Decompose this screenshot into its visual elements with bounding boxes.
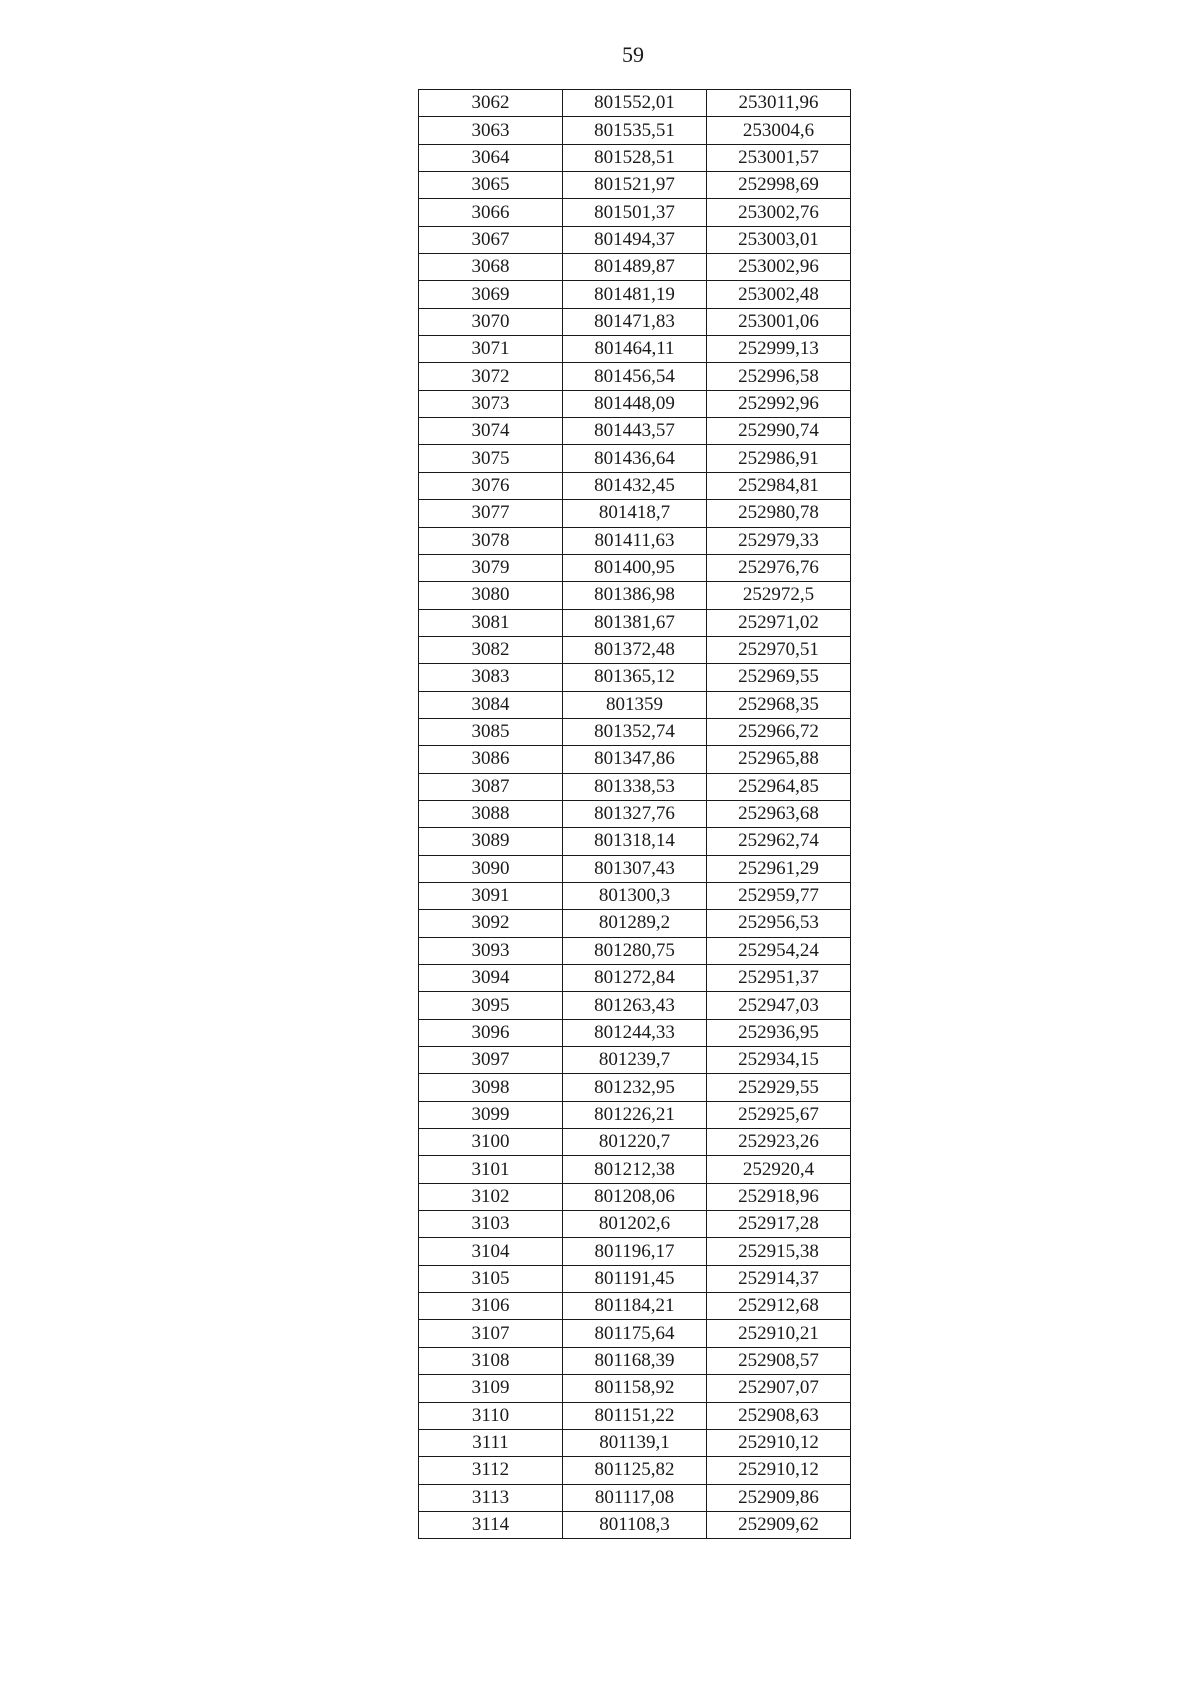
y-coordinate-cell: 252910,21 xyxy=(707,1320,851,1347)
x-coordinate-cell: 801448,09 xyxy=(563,390,707,417)
x-coordinate-cell: 801272,84 xyxy=(563,965,707,992)
y-coordinate-cell: 252929,55 xyxy=(707,1074,851,1101)
point-number-cell: 3072 xyxy=(419,363,563,390)
table-row xyxy=(419,1484,851,1511)
y-coordinate-cell: 252907,07 xyxy=(707,1375,851,1402)
x-coordinate-cell: 801481,19 xyxy=(563,281,707,308)
point-number-cell: 3112 xyxy=(419,1457,563,1484)
y-coordinate-cell: 252934,15 xyxy=(707,1047,851,1074)
x-coordinate-cell: 801338,53 xyxy=(563,773,707,800)
x-coordinate-cell: 801347,86 xyxy=(563,746,707,773)
x-coordinate-cell: 801443,57 xyxy=(563,418,707,445)
y-coordinate-cell: 252979,33 xyxy=(707,527,851,554)
point-number-cell: 3114 xyxy=(419,1511,563,1538)
y-coordinate-cell: 252909,62 xyxy=(707,1511,851,1538)
table-row xyxy=(419,828,851,855)
x-coordinate-cell: 801168,39 xyxy=(563,1347,707,1374)
table-row xyxy=(419,1347,851,1374)
table-row xyxy=(419,199,851,226)
y-coordinate-cell: 252909,86 xyxy=(707,1484,851,1511)
x-coordinate-cell: 801158,92 xyxy=(563,1375,707,1402)
x-coordinate-cell: 801318,14 xyxy=(563,828,707,855)
point-number-cell: 3081 xyxy=(419,609,563,636)
y-coordinate-cell: 252908,63 xyxy=(707,1402,851,1429)
table-row xyxy=(419,1457,851,1484)
table-row xyxy=(419,773,851,800)
point-number-cell: 3105 xyxy=(419,1265,563,1292)
table-row xyxy=(419,910,851,937)
y-coordinate-cell: 252971,02 xyxy=(707,609,851,636)
point-number-cell: 3092 xyxy=(419,910,563,937)
point-number-cell: 3071 xyxy=(419,336,563,363)
x-coordinate-cell: 801464,11 xyxy=(563,336,707,363)
table-row xyxy=(419,1211,851,1238)
x-coordinate-cell: 801239,7 xyxy=(563,1047,707,1074)
y-coordinate-cell: 253004,6 xyxy=(707,117,851,144)
y-coordinate-cell: 252961,29 xyxy=(707,855,851,882)
x-coordinate-cell: 801456,54 xyxy=(563,363,707,390)
point-number-cell: 3085 xyxy=(419,718,563,745)
y-coordinate-cell: 253002,96 xyxy=(707,254,851,281)
y-coordinate-cell: 252992,96 xyxy=(707,390,851,417)
x-coordinate-cell: 801535,51 xyxy=(563,117,707,144)
x-coordinate-cell: 801411,63 xyxy=(563,527,707,554)
table-row xyxy=(419,363,851,390)
y-coordinate-cell: 252959,77 xyxy=(707,882,851,909)
point-number-cell: 3073 xyxy=(419,390,563,417)
y-coordinate-cell: 252923,26 xyxy=(707,1129,851,1156)
y-coordinate-cell: 252972,5 xyxy=(707,582,851,609)
x-coordinate-cell: 801139,1 xyxy=(563,1429,707,1456)
x-coordinate-cell: 801307,43 xyxy=(563,855,707,882)
x-coordinate-cell: 801386,98 xyxy=(563,582,707,609)
y-coordinate-cell: 252954,24 xyxy=(707,937,851,964)
y-coordinate-cell: 253003,01 xyxy=(707,226,851,253)
table-row xyxy=(419,308,851,335)
x-coordinate-cell: 801418,7 xyxy=(563,500,707,527)
y-coordinate-cell: 252917,28 xyxy=(707,1211,851,1238)
point-number-cell: 3110 xyxy=(419,1402,563,1429)
y-coordinate-cell: 252990,74 xyxy=(707,418,851,445)
x-coordinate-cell: 801226,21 xyxy=(563,1101,707,1128)
table-row xyxy=(419,746,851,773)
y-coordinate-cell: 252918,96 xyxy=(707,1183,851,1210)
point-number-cell: 3083 xyxy=(419,664,563,691)
x-coordinate-cell: 801263,43 xyxy=(563,992,707,1019)
point-number-cell: 3095 xyxy=(419,992,563,1019)
y-coordinate-cell: 253001,06 xyxy=(707,308,851,335)
table-row xyxy=(419,144,851,171)
point-number-cell: 3069 xyxy=(419,281,563,308)
table-row xyxy=(419,390,851,417)
table-row xyxy=(419,1183,851,1210)
x-coordinate-cell: 801184,21 xyxy=(563,1293,707,1320)
table-row xyxy=(419,500,851,527)
y-coordinate-cell: 252970,51 xyxy=(707,636,851,663)
x-coordinate-cell: 801365,12 xyxy=(563,664,707,691)
x-coordinate-cell: 801108,3 xyxy=(563,1511,707,1538)
x-coordinate-cell: 801175,64 xyxy=(563,1320,707,1347)
table-row xyxy=(419,1156,851,1183)
y-coordinate-cell: 252996,58 xyxy=(707,363,851,390)
x-coordinate-cell: 801220,7 xyxy=(563,1129,707,1156)
table-row xyxy=(419,254,851,281)
point-number-cell: 3078 xyxy=(419,527,563,554)
coordinates-table xyxy=(418,89,851,1539)
x-coordinate-cell: 801432,45 xyxy=(563,472,707,499)
point-number-cell: 3103 xyxy=(419,1211,563,1238)
x-coordinate-cell: 801471,83 xyxy=(563,308,707,335)
table-row xyxy=(419,1019,851,1046)
page-number: 59 xyxy=(622,42,644,67)
table-row xyxy=(419,609,851,636)
point-number-cell: 3079 xyxy=(419,554,563,581)
table-row xyxy=(419,1320,851,1347)
point-number-cell: 3074 xyxy=(419,418,563,445)
point-number-cell: 3080 xyxy=(419,582,563,609)
table-row xyxy=(419,1375,851,1402)
point-number-cell: 3113 xyxy=(419,1484,563,1511)
x-coordinate-cell: 801528,51 xyxy=(563,144,707,171)
x-coordinate-cell: 801436,64 xyxy=(563,445,707,472)
point-number-cell: 3094 xyxy=(419,965,563,992)
point-number-cell: 3067 xyxy=(419,226,563,253)
table-row xyxy=(419,336,851,363)
y-coordinate-cell: 252963,68 xyxy=(707,800,851,827)
x-coordinate-cell: 801521,97 xyxy=(563,172,707,199)
y-coordinate-cell: 252910,12 xyxy=(707,1457,851,1484)
point-number-cell: 3090 xyxy=(419,855,563,882)
table-row xyxy=(419,800,851,827)
x-coordinate-cell: 801151,22 xyxy=(563,1402,707,1429)
y-coordinate-cell: 252969,55 xyxy=(707,664,851,691)
coordinates-table-body xyxy=(419,90,851,1539)
point-number-cell: 3064 xyxy=(419,144,563,171)
y-coordinate-cell: 252998,69 xyxy=(707,172,851,199)
y-coordinate-cell: 252986,91 xyxy=(707,445,851,472)
x-coordinate-cell: 801191,45 xyxy=(563,1265,707,1292)
point-number-cell: 3101 xyxy=(419,1156,563,1183)
table-row xyxy=(419,1293,851,1320)
y-coordinate-cell: 252962,74 xyxy=(707,828,851,855)
y-coordinate-cell: 252914,37 xyxy=(707,1265,851,1292)
y-coordinate-cell: 252965,88 xyxy=(707,746,851,773)
point-number-cell: 3106 xyxy=(419,1293,563,1320)
table-row xyxy=(419,1101,851,1128)
x-coordinate-cell: 801280,75 xyxy=(563,937,707,964)
point-number-cell: 3089 xyxy=(419,828,563,855)
point-number-cell: 3111 xyxy=(419,1429,563,1456)
point-number-cell: 3077 xyxy=(419,500,563,527)
y-coordinate-cell: 252964,85 xyxy=(707,773,851,800)
table-row xyxy=(419,445,851,472)
table-row xyxy=(419,1265,851,1292)
table-row xyxy=(419,937,851,964)
x-coordinate-cell: 801489,87 xyxy=(563,254,707,281)
x-coordinate-cell: 801400,95 xyxy=(563,554,707,581)
point-number-cell: 3068 xyxy=(419,254,563,281)
y-coordinate-cell: 252976,76 xyxy=(707,554,851,581)
x-coordinate-cell: 801244,33 xyxy=(563,1019,707,1046)
y-coordinate-cell: 252925,67 xyxy=(707,1101,851,1128)
point-number-cell: 3104 xyxy=(419,1238,563,1265)
point-number-cell: 3102 xyxy=(419,1183,563,1210)
table-row xyxy=(419,1511,851,1538)
table-row xyxy=(419,691,851,718)
x-coordinate-cell: 801372,48 xyxy=(563,636,707,663)
table-row xyxy=(419,855,851,882)
y-coordinate-cell: 252908,57 xyxy=(707,1347,851,1374)
point-number-cell: 3075 xyxy=(419,445,563,472)
x-coordinate-cell: 801501,37 xyxy=(563,199,707,226)
point-number-cell: 3087 xyxy=(419,773,563,800)
x-coordinate-cell: 801552,01 xyxy=(563,90,707,117)
y-coordinate-cell: 252956,53 xyxy=(707,910,851,937)
x-coordinate-cell: 801359 xyxy=(563,691,707,718)
table-row xyxy=(419,582,851,609)
point-number-cell: 3109 xyxy=(419,1375,563,1402)
table-row xyxy=(419,718,851,745)
x-coordinate-cell: 801352,74 xyxy=(563,718,707,745)
x-coordinate-cell: 801232,95 xyxy=(563,1074,707,1101)
y-coordinate-cell: 252984,81 xyxy=(707,472,851,499)
y-coordinate-cell: 252936,95 xyxy=(707,1019,851,1046)
y-coordinate-cell: 253002,76 xyxy=(707,199,851,226)
point-number-cell: 3099 xyxy=(419,1101,563,1128)
point-number-cell: 3098 xyxy=(419,1074,563,1101)
table-row xyxy=(419,1402,851,1429)
y-coordinate-cell: 252947,03 xyxy=(707,992,851,1019)
point-number-cell: 3086 xyxy=(419,746,563,773)
y-coordinate-cell: 252915,38 xyxy=(707,1238,851,1265)
y-coordinate-cell: 252920,4 xyxy=(707,1156,851,1183)
point-number-cell: 3097 xyxy=(419,1047,563,1074)
table-row xyxy=(419,281,851,308)
y-coordinate-cell: 252912,68 xyxy=(707,1293,851,1320)
table-row xyxy=(419,965,851,992)
table-row xyxy=(419,1074,851,1101)
table-row xyxy=(419,418,851,445)
point-number-cell: 3065 xyxy=(419,172,563,199)
x-coordinate-cell: 801117,08 xyxy=(563,1484,707,1511)
point-number-cell: 3107 xyxy=(419,1320,563,1347)
table-row xyxy=(419,472,851,499)
table-row xyxy=(419,992,851,1019)
point-number-cell: 3091 xyxy=(419,882,563,909)
table-row xyxy=(419,90,851,117)
table-row xyxy=(419,636,851,663)
point-number-cell: 3108 xyxy=(419,1347,563,1374)
table-row xyxy=(419,172,851,199)
x-coordinate-cell: 801196,17 xyxy=(563,1238,707,1265)
y-coordinate-cell: 252999,13 xyxy=(707,336,851,363)
table-row xyxy=(419,882,851,909)
x-coordinate-cell: 801381,67 xyxy=(563,609,707,636)
point-number-cell: 3093 xyxy=(419,937,563,964)
table-row xyxy=(419,117,851,144)
y-coordinate-cell: 252966,72 xyxy=(707,718,851,745)
table-row xyxy=(419,1047,851,1074)
x-coordinate-cell: 801212,38 xyxy=(563,1156,707,1183)
table-row xyxy=(419,1429,851,1456)
table-row xyxy=(419,1129,851,1156)
y-coordinate-cell: 252980,78 xyxy=(707,500,851,527)
x-coordinate-cell: 801289,2 xyxy=(563,910,707,937)
y-coordinate-cell: 252968,35 xyxy=(707,691,851,718)
x-coordinate-cell: 801494,37 xyxy=(563,226,707,253)
y-coordinate-cell: 253002,48 xyxy=(707,281,851,308)
x-coordinate-cell: 801300,3 xyxy=(563,882,707,909)
y-coordinate-cell: 252910,12 xyxy=(707,1429,851,1456)
point-number-cell: 3076 xyxy=(419,472,563,499)
x-coordinate-cell: 801202,6 xyxy=(563,1211,707,1238)
table-row xyxy=(419,554,851,581)
x-coordinate-cell: 801208,06 xyxy=(563,1183,707,1210)
table-row xyxy=(419,527,851,554)
point-number-cell: 3070 xyxy=(419,308,563,335)
point-number-cell: 3100 xyxy=(419,1129,563,1156)
x-coordinate-cell: 801125,82 xyxy=(563,1457,707,1484)
y-coordinate-cell: 252951,37 xyxy=(707,965,851,992)
table-row xyxy=(419,1238,851,1265)
point-number-cell: 3082 xyxy=(419,636,563,663)
y-coordinate-cell: 253001,57 xyxy=(707,144,851,171)
point-number-cell: 3088 xyxy=(419,800,563,827)
point-number-cell: 3066 xyxy=(419,199,563,226)
table-row xyxy=(419,664,851,691)
point-number-cell: 3084 xyxy=(419,691,563,718)
point-number-cell: 3062 xyxy=(419,90,563,117)
table-row xyxy=(419,226,851,253)
point-number-cell: 3063 xyxy=(419,117,563,144)
point-number-cell: 3096 xyxy=(419,1019,563,1046)
y-coordinate-cell: 253011,96 xyxy=(707,90,851,117)
x-coordinate-cell: 801327,76 xyxy=(563,800,707,827)
